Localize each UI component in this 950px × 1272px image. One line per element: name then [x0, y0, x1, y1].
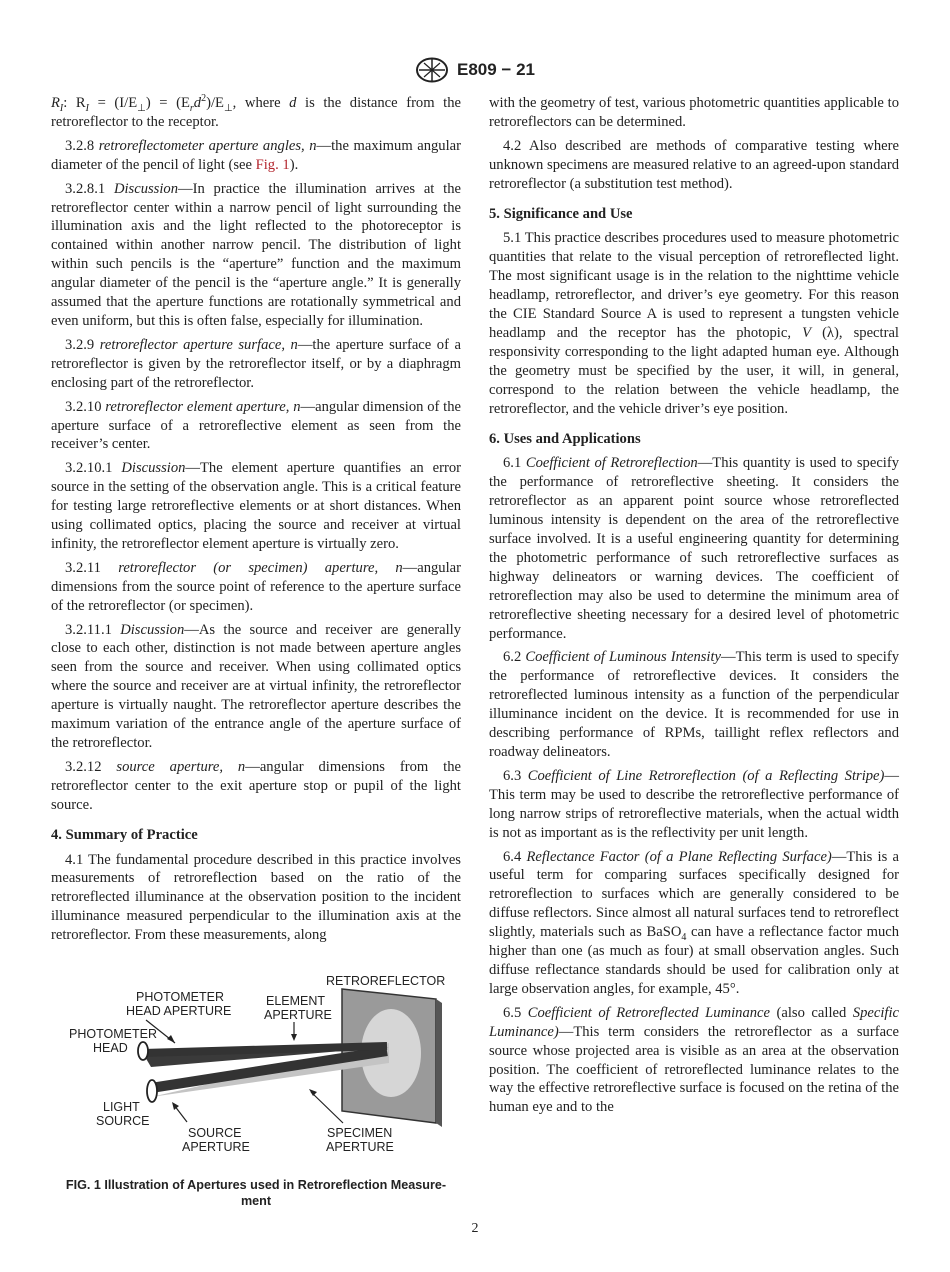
- section-3-2-8-1: 3.2.8.1 Discussion—In practice the illumination arrives at the retroreflector center within a narrow pencil of light surrounding the illumination axis and the light reflected to the photoreceptor is contained within another narrow pencil. The distribution of light within such pencils is the “aperture” function and the maximum angular diameter of the pencil is the “aperture angle.” It is generally assumed that the aperture functions are rotationally symmetrical and even uniform, but this is often false, especially for illumination.: [51, 180, 461, 329]
- section-6-2: 6.2 Coefficient of Luminous Intensity—This term is used to specify the performance of retroreflective devices. It considers the retroreflected luminous intensity as a function of the perpendicular illuminance incident on the device. It is recommended for use in describing performance of RPMs, taillight reflex reflectors and roadway delineators.: [489, 649, 899, 760]
- label-source-aperture-1: SOURCE: [188, 1126, 242, 1141]
- page-header: [0, 56, 950, 84]
- section-4-heading: 4. Summary of Practice: [51, 826, 198, 843]
- label-photometer-head-2: HEAD: [93, 1041, 128, 1056]
- section-5-1: 5.1 This practice describes procedures used to measure photometric quantities that relate to the visual perception of retroreflected light. The most significant usage is in the relation to the nighttime vehicle headlamp, retroreflector, and driver’s eye geometry. For this reason the CIE Standard Source A is used to represent a tungsten vehicle headlamp and the receptor has the photopic, V (λ), spectral responsivity corresponding to the light adapted human eye. Although the geometry must be specified by the user, it will, in general, correspond to the relation between the vehicle headlamp, the retroreflector, and the vehicle driver’s eye position.: [489, 230, 899, 417]
- section-6-5: 6.5 Coefficient of Retroreflected Luminance (also called Specific Luminance)—This term considers the retroreflector as a surface source whose projected area is visible as an area at the observation position. The coefficient of retroreflected luminance relates to the way the effective retroreflective surface is focused on the retina of the human eye and to the: [489, 1004, 899, 1116]
- label-photometer-head-1: PHOTOMETER: [69, 1027, 157, 1042]
- photometer-head-shape: [138, 1042, 148, 1060]
- specimen-aperture-pointer: [311, 1092, 343, 1123]
- label-source-aperture-2: APERTURE: [182, 1140, 250, 1155]
- section-3-2-11-1: 3.2.11.1 Discussion—As the source and receiver are generally close to each other, distinction is not made between aperture angles seen from the source and receiver. When using collimated optics where the source and receiver are at virtual infinity, the retroreflector aperture is virtually naught. The retroreflector aperture describes the maximum variation of the entrance angle of the aperture surface of the retroreflector.: [51, 621, 461, 751]
- section-3-2-9: 3.2.9 retroreflector aperture surface, n—the aperture surface of a retroreflector is given by the retroreflector itself, or by a diaphragm enclosing part of the retroreflector.: [51, 336, 461, 391]
- standard-designation: E809 − 21: [457, 60, 535, 79]
- label-element-aperture-1: ELEMENT: [266, 994, 326, 1009]
- label-photometer-head-aperture-2: HEAD APERTURE: [126, 1004, 232, 1019]
- retroreflector-edge: [436, 999, 442, 1127]
- section-6-1: 6.1 Coefficient of Retroreflection—This quantity is used to specify the performance of retroreflective sheeting. It considers the retroreflector as an apparent point source whose retroreflected luminous intensity is dependent on the area of the retroreflective surface involved. It is a useful engineering quantity for determining the photometric performance of such retroreflective surfaces as highway delineators or warning devices. The coefficient of retroreflection may also be used to determine the minimum area of retroreflective sheeting necessary for a desired level of photometric performance.: [489, 455, 900, 642]
- aperture-illustration: [51, 975, 461, 1175]
- light-source-shape: [147, 1080, 157, 1102]
- figure-1: [51, 975, 461, 1209]
- section-4-1-continued: with the geometry of test, various photometric quantities applicable to retroreflectors can be determined.: [489, 95, 899, 130]
- label-element-aperture-2: APERTURE: [264, 1008, 332, 1023]
- astm-logo-icon: [415, 57, 449, 83]
- section-4-1: 4.1 The fundamental procedure described in this practice involves measurements of retroreflection based on the ratio of the retroreflected illuminance at the observation position to the incident illuminance measured perpendicular to the illumination axis at the retroreflector. From these measurements, along: [51, 851, 461, 944]
- left-column: [51, 94, 461, 1209]
- label-light-source-2: SOURCE: [96, 1114, 150, 1129]
- label-specimen-aperture-1: SPECIMEN: [327, 1126, 393, 1141]
- section-4-2: 4.2 Also described are methods of comparative testing where unknown specimens are measured relative to an agreed-upon standard retroreflector (a substitution test method).: [489, 137, 899, 192]
- section-3-2-10-1: 3.2.10.1 Discussion—The element aperture quantifies an error source in the setting of the observation angle. This is a critical feature for testing large retroreflective elements or at short distances. When using collimated optics, placing the source and receiver at virtual infinity, the retroreflector element aperture is virtually zero.: [51, 460, 461, 552]
- section-6-3: 6.3 Coefficient of Line Retroreflection (of a Reflecting Stripe)—This term may be used to describe the retroreflective performance of long narrow strips of retroreflective materials, when the actual width is not as important as is the reflectivity per unit length.: [489, 767, 899, 841]
- right-column: [489, 94, 899, 1122]
- figure-1-link[interactable]: Fig. 1: [255, 156, 290, 173]
- label-light-source-1: LIGHT: [103, 1100, 140, 1115]
- section-3-2-12: 3.2.12 source aperture, n—angular dimensions from the retroreflector center to the exit aperture stop or pupil of the light source.: [51, 758, 461, 813]
- label-retroreflector: RETROREFLECTOR: [326, 975, 446, 989]
- section-3-2-10: 3.2.10 retroreflector element aperture, n—angular dimension of the aperture surface of a retroreflective element as seen from the receiver’s center.: [51, 398, 461, 453]
- label-photometer-head-aperture-1: PHOTOMETER: [136, 990, 224, 1005]
- ri-definition-paragraph: $R_I$: $R_I = (I/E_\perp) = (E_rd^2)/E_\perp$, where d is the distance from the retroreflector to the receptor.: [51, 93, 461, 130]
- label-specimen-aperture-2: APERTURE: [326, 1140, 394, 1155]
- section-6-4: 6.4 Reflectance Factor (of a Plane Reflecting Surface)—This is a useful term for comparing surfaces specifically designed for retroreflection to surfaces which are generally considered to be diffuse reflectors. Since almost all natural surfaces tend to retroreflect slightly, materials such as BaSO$_4$ can have a reflectance factor much higher than one (as much as four) at small observation angles. Such diffuse reflectance standards should be used for calibration only at large observation angles, for example, 45°.: [489, 848, 900, 997]
- section-3-2-8: 3.2.8 retroreflectometer aperture angles, n—the maximum angular diameter of the pencil of light (see Fig. 1).: [51, 137, 461, 173]
- section-5-heading: 5. Significance and Use: [489, 205, 633, 222]
- page-number: 2: [471, 1221, 479, 1236]
- figure-1-caption: FIG. 1 Illustration of Apertures used in Retroreflection Measure- ment: [65, 1178, 447, 1209]
- section-6-heading: 6. Uses and Applications: [489, 430, 641, 447]
- section-3-2-11: 3.2.11 retroreflector (or specimen) aperture, n—angular dimensions from the source point of reference to the aperture surface of the retroreflector (or specimen).: [51, 559, 461, 614]
